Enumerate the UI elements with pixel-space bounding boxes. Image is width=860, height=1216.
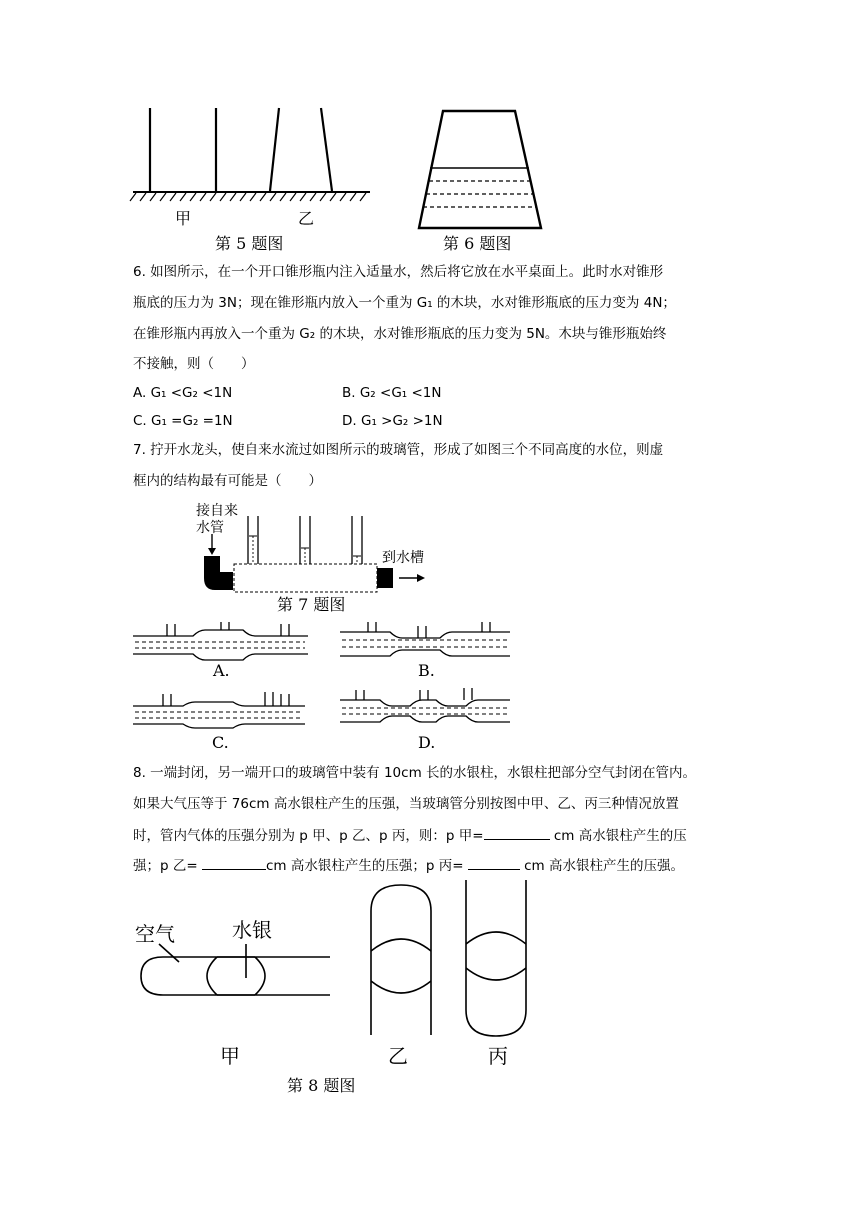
q6-line-1: 6. 如图所示，在一个开口锥形瓶内注入适量水，然后将它放在水平桌面上。此时水对锥形 — [133, 264, 664, 280]
q6-option-a: A. G₁ <G₂ <1N — [133, 385, 233, 401]
q6-option-d: D. G₁ >G₂ >1N — [342, 413, 443, 429]
figure-8-label-jia: 甲 — [220, 1044, 240, 1068]
figure-7-inlet-label-1: 接自来 — [196, 503, 238, 519]
q8-line-3-tail: cm 高水银柱产生的压 — [549, 828, 687, 844]
figure-7-option-c-drawing — [133, 692, 305, 730]
q7-line-1: 7. 拧开水龙头，使自来水流过如图所示的玻璃管，形成了如图三个不同高度的水位，则虚 — [133, 442, 664, 458]
figure-8-caption: 第 8 题图 — [287, 1076, 356, 1095]
q8-line-1: 8. 一端封闭，另一端开口的玻璃管中装有 10cm 长的水银柱，水银柱把部分空气封闭在管内。 — [133, 765, 697, 781]
q8-line-3 — [133, 825, 733, 845]
q8-line-3-text: 时，管内气体的压强分别为 p 甲、p 乙、p 丙，则：p 甲= — [133, 828, 484, 844]
p-jia-answer-blank[interactable] — [484, 825, 550, 840]
figure-8-label-bing: 丙 — [488, 1044, 508, 1068]
q6-option-b: B. G₂ <G₁ <1N — [342, 385, 442, 401]
q6-line-4: 不接触，则（ ） — [133, 356, 255, 372]
p-bing-answer-blank[interactable] — [468, 855, 520, 870]
figure-7-outlet-label: 到水槽 — [382, 550, 424, 566]
q7-line-2: 框内的结构最有可能是（ ） — [133, 473, 322, 489]
q8-line-4 — [133, 855, 733, 875]
figure-6-caption: 第 6 题图 — [443, 234, 512, 253]
figure-7-option-d-drawing — [340, 688, 510, 726]
figure-7-option-a-drawing — [133, 622, 308, 660]
figure-8-air-label: 空气 — [135, 922, 175, 946]
q6-option-c: C. G₁ =G₂ =1N — [133, 413, 233, 429]
q8-line-4-head: 强；p 乙= — [133, 858, 202, 874]
figure-7-option-c-label: C. — [212, 733, 229, 752]
figure-7-option-a-label: A. — [213, 661, 230, 680]
q6-line-3: 在锥形瓶内再放入一个重为 G₂ 的木块，水对锥形瓶底的压力变为 5N。木块与锥形瓶始终 — [133, 326, 667, 342]
figure-5-drawing — [128, 105, 373, 205]
figure-7-option-b-label: B. — [418, 661, 435, 680]
figure-7-inlet-label-2: 水管 — [196, 520, 224, 536]
figure-7-caption: 第 7 题图 — [277, 595, 346, 614]
figure-8-label-yi: 乙 — [388, 1044, 408, 1068]
figure-7-option-b-drawing — [340, 622, 510, 660]
q6-line-2: 瓶底的压力为 3N；现在锥形瓶内放入一个重为 G₁ 的木块，水对锥形瓶底的压力变为 4N； — [133, 295, 676, 311]
p-yi-answer-blank[interactable] — [202, 855, 266, 870]
figure-7-option-d-label: D. — [418, 733, 436, 752]
figure-5-label-yi: 乙 — [298, 209, 315, 228]
figure-5-caption: 第 5 题图 — [215, 234, 284, 253]
figure-8-tubes-drawing — [135, 880, 535, 1040]
figure-6-flask-drawing — [415, 108, 545, 233]
q8-line-4-tail: cm 高水银柱产生的压强。 — [519, 858, 684, 874]
q8-line-2: 如果大气压等于 76cm 高水银柱产生的压强，当玻璃管分别按图中甲、乙、丙三种情况放置 — [133, 796, 679, 812]
q8-line-4-mid: cm 高水银柱产生的压强；p 丙= — [265, 858, 468, 874]
figure-7-apparatus-drawing — [195, 512, 460, 592]
figure-8-mercury-label: 水银 — [232, 918, 272, 942]
figure-5-label-jia: 甲 — [175, 209, 192, 228]
